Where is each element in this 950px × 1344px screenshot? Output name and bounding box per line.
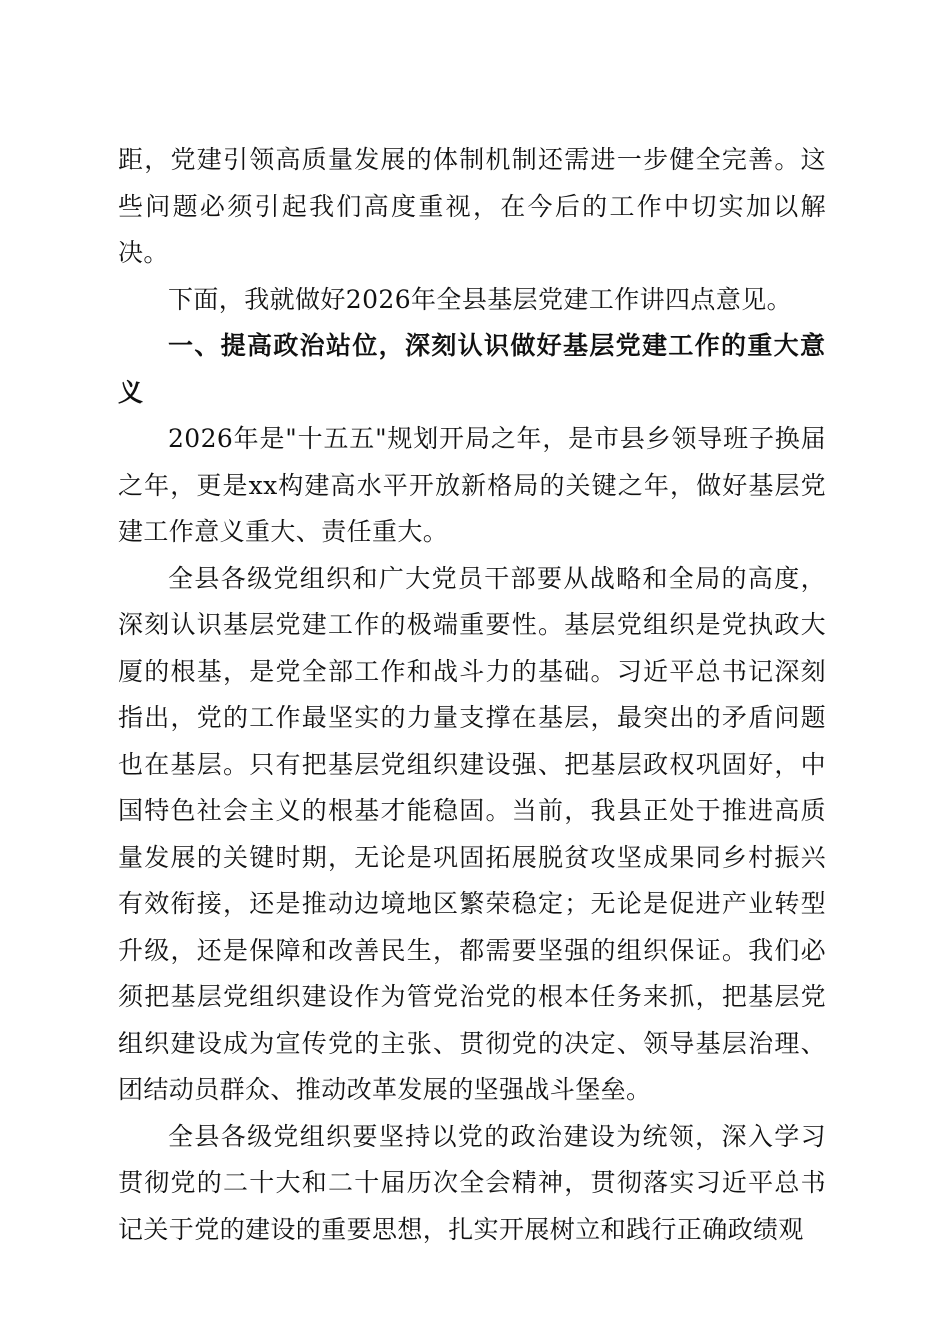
intro-paragraph: 下面，我就做好2026年全县基层党建工作讲四点意见。 bbox=[168, 284, 793, 314]
body-paragraph-3: 全县各级党组织要坚持以党的政治建设为统领，深入学习贯彻党的二十大和二十届历次全会精神，贯彻落实习近平总书记关于党的建设的重要思想，扎实开展树立和践行正确政绩观 bbox=[118, 1121, 826, 1244]
body-paragraph-1: 2026年是"十五五"规划开局之年，是市县乡领导班子换届之年，更是xx构建高水平开放新格局的关键之年，做好基层党建工作意义重大、责任重大。 bbox=[118, 424, 826, 546]
body-paragraph-2: 全县各级党组织和广大党员干部要从战略和全局的高度，深刻认识基层党建工作的极端重要性。基层党组织是党执政大厦的根基，是党全部工作和战斗力的基础。习近平总书记深刻指出，党的工作最坚实的力量支撑在基层，最突出的矛盾问题也在基层。只有把基层党组织建设强、把基层政权巩固好，中国特色社会主义的根基才能稳固。当前，我县正处于推进高质量发展的关键时期，无论是巩固拓展脱贫攻坚成果同乡村振兴有效衔接，还是推动边境地区繁荣稳定；无论是促进产业转型升级，还是保障和改善民生，都需要坚强的组织保证。我们必须把基层党组织建设作为管党治党的根本任务来抓，把基层党组织建设成为宣传党的主张、贯彻党的决定、领导基层治理、团结动员群众、推动改革发展的坚强战斗堡垒。 bbox=[118, 563, 826, 1104]
continuation-paragraph: 距，党建引领高质量发展的体制机制还需进一步健全完善。这些问题必须引起我们高度重视，在今后的工作中切实加以解决。 bbox=[118, 145, 826, 267]
document-body bbox=[118, 137, 826, 1253]
section-heading-1: 一、提高政治站位，深刻认识做好基层党建工作的重大意义 bbox=[118, 331, 826, 407]
